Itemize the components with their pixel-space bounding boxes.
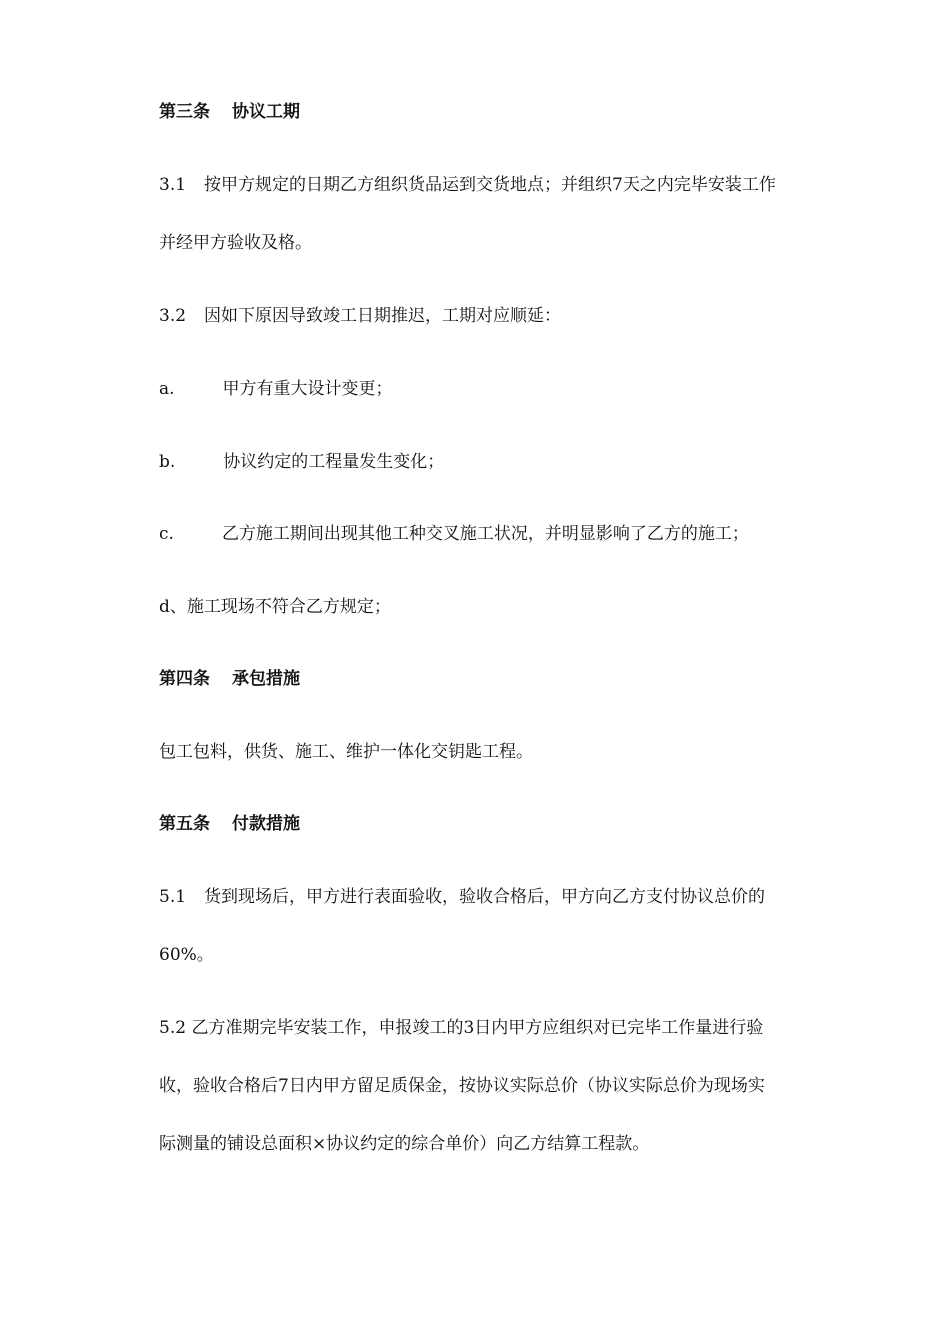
- list-item-c-label: c.: [159, 524, 174, 544]
- clause-3-1-line-1: [159, 173, 776, 197]
- list-item-c: [159, 522, 749, 546]
- article-5-heading: [159, 812, 300, 836]
- clause-5-1-number: 5.1: [159, 887, 187, 907]
- list-item-a-label: a.: [159, 379, 175, 399]
- list-item-a: [159, 377, 393, 401]
- article-4-text: 包工包料，供货、施工、维护一体化交钥匙工程。: [159, 742, 533, 762]
- clause-3-2-number: 3.2: [159, 306, 187, 326]
- clause-3-1-line-2: 并经甲方验收及格。: [159, 233, 312, 253]
- article-4-title: 承包措施: [232, 669, 300, 689]
- list-item-c-text: 乙方施工期间出现其他工种交叉施工状况，并明显影响了乙方的施工；: [221, 524, 749, 544]
- clause-5-2-line-3: 际测量的铺设总面积×协议约定的综合单价）向乙方结算工程款。: [159, 1134, 650, 1154]
- article-3-heading: [159, 100, 300, 124]
- list-item-b-text: 协议约定的工程量发生变化；: [223, 452, 445, 472]
- clause-5-1-text: 货到现场后，甲方进行表面验收，验收合格后，甲方向乙方支付协议总价的: [204, 887, 766, 907]
- article-4-number: 第四条: [159, 669, 210, 689]
- list-item-b: [159, 450, 444, 474]
- list-item-d: d、施工现场不符合乙方规定；: [159, 597, 391, 617]
- clause-5-2-line-2: 收，验收合格后7日内甲方留足质保金，按协议实际总价（协议实际总价为现场实: [159, 1076, 765, 1096]
- article-3-number: 第三条: [159, 102, 210, 122]
- article-5-number: 第五条: [159, 814, 210, 834]
- clause-3-2: [159, 304, 561, 328]
- clause-3-1-number: 3.1: [159, 175, 187, 195]
- clause-3-2-text: 因如下原因导致竣工日期推迟，工期对应顺延：: [204, 306, 562, 326]
- clause-5-1-line-2: 60%。: [159, 945, 214, 965]
- article-4-heading: [159, 667, 300, 691]
- clause-5-1-line-1: [159, 885, 765, 909]
- article-5-title: 付款措施: [232, 814, 300, 834]
- list-item-a-text: 甲方有重大设计变更；: [222, 379, 393, 399]
- clause-3-1-text: 按甲方规定的日期乙方组织货品运到交货地点；并组织7天之内完毕安装工作: [204, 175, 776, 195]
- list-item-b-label: b.: [159, 452, 176, 472]
- article-3-title: 协议工期: [232, 102, 300, 122]
- clause-5-2-line-1: 5.2 乙方准期完毕安装工作，申报竣工的3日内甲方应组织对已完毕工作量进行验: [159, 1018, 764, 1038]
